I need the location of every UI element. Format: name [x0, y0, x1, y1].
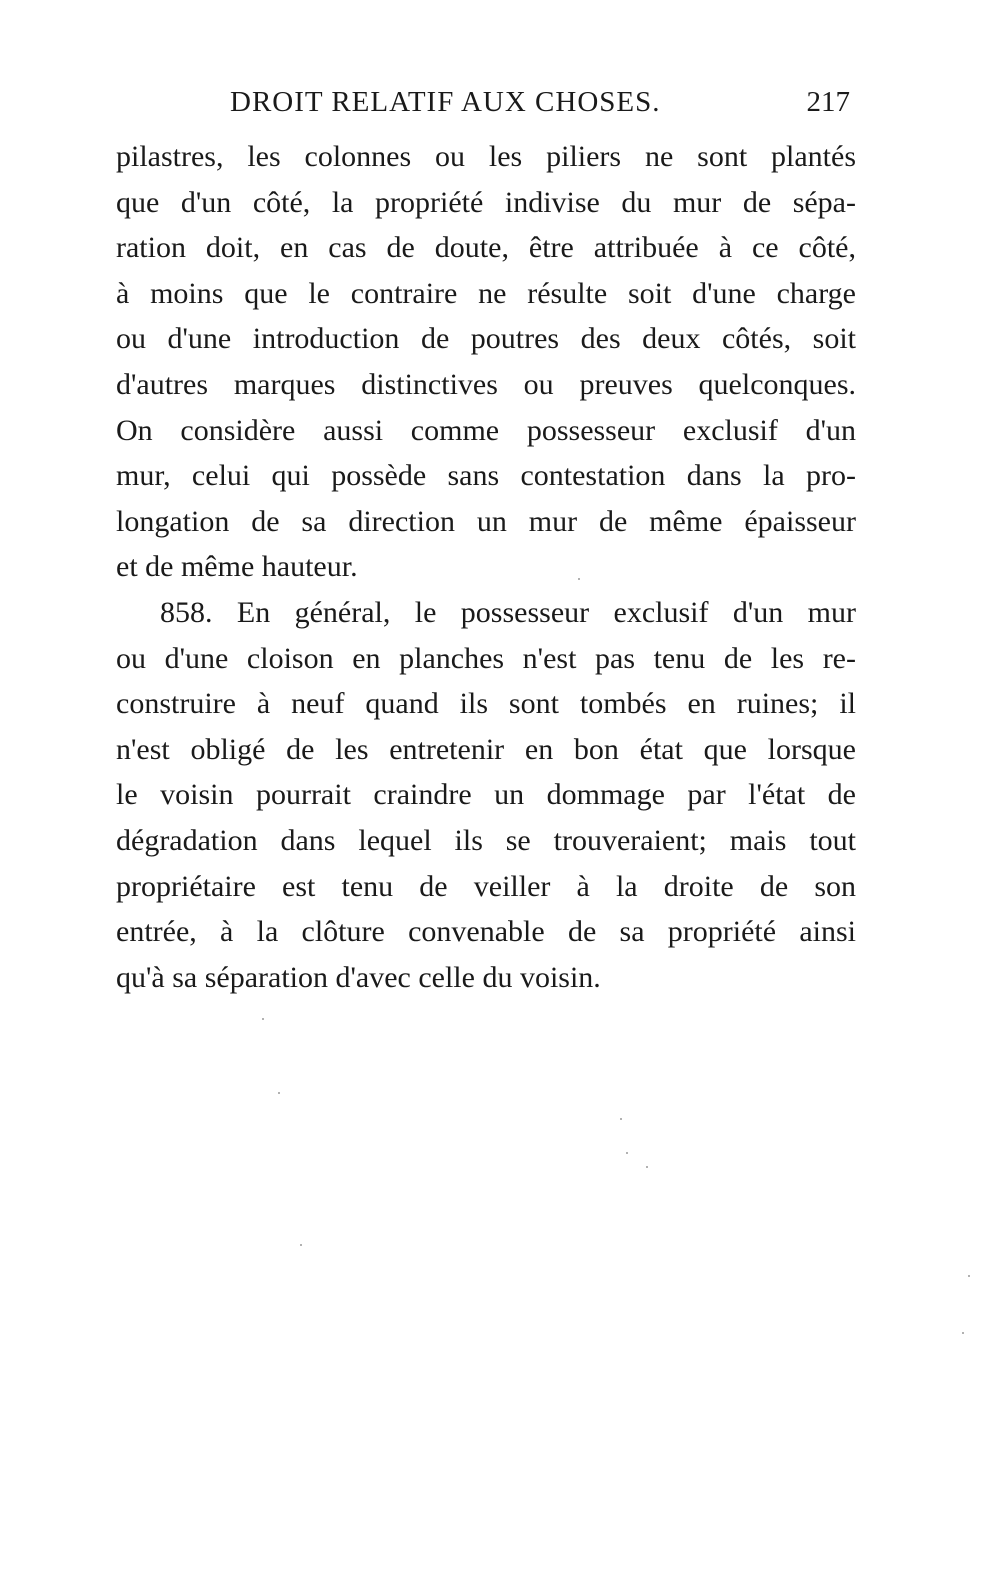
paper-speck [278, 1092, 280, 1094]
paragraph [116, 134, 856, 590]
running-title: DROIT RELATIF AUX CHOSES. [230, 86, 661, 118]
text-line: ou d'une cloison en planches n'est pas tenu de les re- [116, 641, 856, 675]
text-line: construire à neuf quand ils sont tombés en ruines; il [116, 687, 856, 721]
paper-speck [620, 1118, 622, 1120]
paragraph [116, 590, 856, 1000]
text-line: qu'à sa séparation d'avec celle du voisin. [116, 960, 601, 994]
text-line: longation de sa direction un mur de même épaisseur [116, 504, 856, 538]
paper-speck [300, 1244, 302, 1246]
text-line: d'autres marques distinctives ou preuves quelconques. [116, 367, 856, 401]
text-line: pilastres, les colonnes ou les piliers ne sont plantés [116, 140, 856, 173]
text-line: n'est obligé de les entretenir en bon état que lorsque [116, 732, 856, 766]
paper-speck [968, 1275, 970, 1277]
text-line: 858. En général, le possesseur exclusif d'un mur [160, 595, 856, 629]
paper-speck [646, 1166, 648, 1168]
text-line: et de même hauteur. [116, 550, 358, 584]
text-line: mur, celui qui possède sans contestation dans la pro- [116, 459, 856, 493]
paper-speck [578, 578, 580, 580]
text-line: On considère aussi comme possesseur exclusif d'un [116, 413, 856, 447]
text-line: que d'un côté, la propriété indivise du mur de sépa- [116, 185, 856, 219]
text-line: entrée, à la clôture convenable de sa propriété ainsi [116, 915, 856, 949]
paper-speck [962, 1332, 964, 1334]
text-line: le voisin pourrait craindre un dommage par l'état de [116, 778, 856, 812]
paper-speck [626, 1152, 628, 1154]
text-line: dégradation dans lequel ils se trouveraient; mais tout [116, 823, 856, 857]
page-number: 217 [806, 86, 850, 118]
text-line: ration doit, en cas de doute, être attribuée à ce côté, [116, 231, 856, 265]
text-line: ou d'une introduction de poutres des deux côtés, soit [116, 322, 856, 356]
running-head [230, 86, 850, 126]
text-line: propriétaire est tenu de veiller à la droite de son [116, 869, 856, 903]
paper-speck [262, 1018, 264, 1020]
main-text [116, 134, 856, 1000]
text-line: à moins que le contraire ne résulte soit d'une charge [116, 276, 856, 310]
